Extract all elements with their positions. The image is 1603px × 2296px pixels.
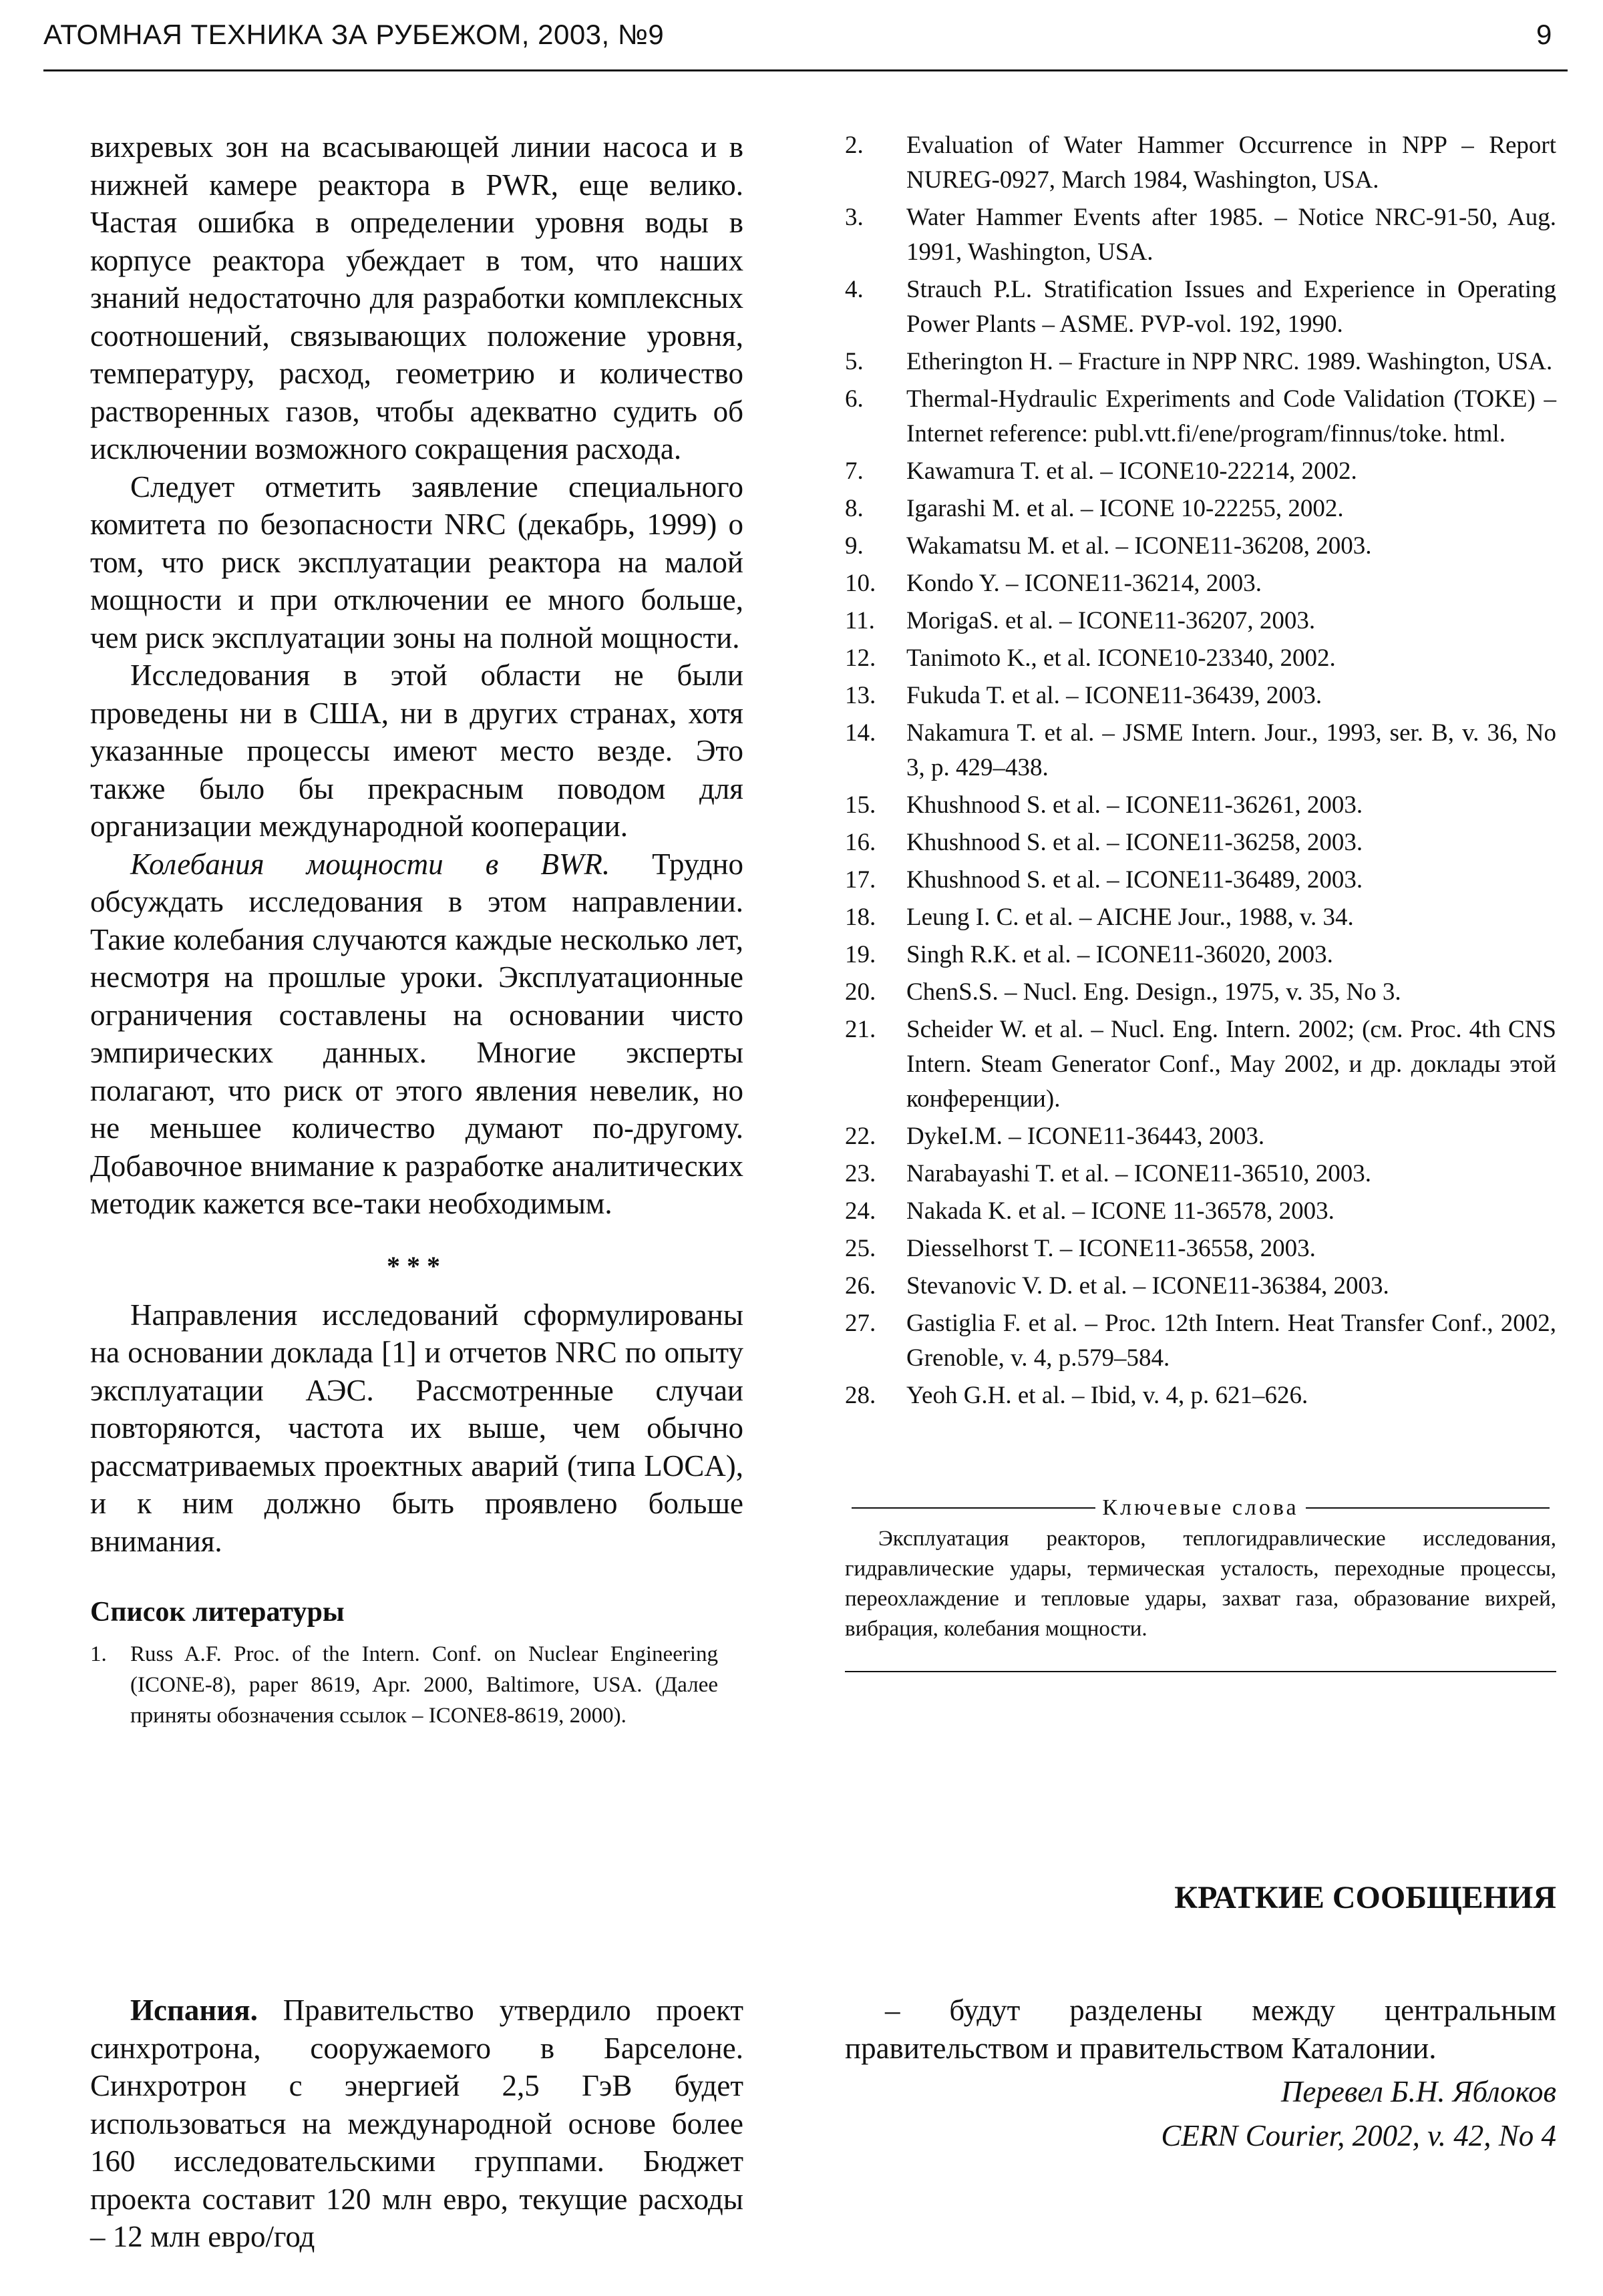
paragraph-text: Правительство утвердило проект синхротрона, сооружаемого в Барселоне. Синхротрон с энергией 2,5 ГэВ будет использоваться на международной основе более 160 исследовательскими группами. Бюджет проекта составит 120 млн евро, текущие расходы – 12 млн евро/год <box>90 1993 743 2253</box>
reference-number: 5. <box>845 348 864 375</box>
reference-text: Khushnood S. et al. – ICONE11-36261, 2003. <box>906 791 1363 819</box>
reference-text: Scheider W. et al. – Nucl. Eng. Intern. 2002; (см. Proc. 4th CNS Intern. Steam Generator Conf., May 2002, и др. доклады этой конференции). <box>906 1016 1556 1113</box>
references-title: Список литературы <box>90 1597 345 1628</box>
reference-text: Khushnood S. et al. – ICONE11-36258, 2003. <box>906 829 1363 856</box>
reference-item <box>845 1378 1556 1413</box>
reference-text: Russ A.F. Proc. of the Intern. Conf. on Nuclear Engineering (ICONE-8), paper 8619, Apr. 2000, Baltimore, USA. (Далее приняты обозначения ссылок – ICONE8-8619, 2000). <box>130 1642 718 1728</box>
brief-news-left <box>90 1991 743 2256</box>
reference-number: 25. <box>845 1235 876 1262</box>
reference-number: 7. <box>845 457 864 485</box>
reference-text: Diesselhorst T. – ICONE11-36558, 2003. <box>906 1235 1316 1262</box>
reference-text: Narabayashi T. et al. – ICONE11-36510, 2003. <box>906 1160 1371 1187</box>
reference-item <box>845 1231 1556 1266</box>
reference-text: Water Hammer Events after 1985. – Notice NRC-91-50, Aug. 1991, Washington, USA. <box>906 204 1556 266</box>
reference-item <box>845 454 1556 489</box>
reference-text: Evaluation of Water Hammer Occurrence in NPP – Report NUREG-0927, March 1984, Washington, USA. <box>906 132 1556 194</box>
keywords-title-text: Ключевые слова <box>1102 1495 1299 1520</box>
reference-item <box>845 938 1556 972</box>
reference-number: 14. <box>845 719 876 747</box>
reference-text: Khushnood S. et al. – ICONE11-36489, 2003. <box>906 866 1363 894</box>
section-lead: Колебания мощности в BWR. <box>130 847 610 881</box>
reference-item <box>845 1306 1556 1376</box>
reference-text: Fukuda T. et al. – ICONE11-36439, 2003. <box>906 682 1322 709</box>
reference-text: Nakamura T. et al. – JSME Intern. Jour., 1993, ser. B, v. 36, No 3, p. 429–438. <box>906 719 1556 781</box>
reference-text: Tanimoto K., et al. ICONE10-23340, 2002. <box>906 644 1336 672</box>
reference-item <box>845 272 1556 342</box>
reference-number: 2. <box>845 132 864 159</box>
reference-text: Stevanovic V. D. et al. – ICONE11-36384, 2003. <box>906 1272 1389 1300</box>
reference-text: MorigaS. et al. – ICONE11-36207, 2003. <box>906 607 1316 634</box>
reference-number: 22. <box>845 1123 876 1150</box>
reference-text: Singh R.K. et al. – ICONE11-36020, 2003. <box>906 941 1333 968</box>
reference-item <box>845 345 1556 379</box>
reference-number: 26. <box>845 1272 876 1300</box>
reference-text: Leung I. C. et al. – AICHE Jour., 1988, v. 34. <box>906 904 1354 931</box>
reference-number: 10. <box>845 570 876 597</box>
reference-item <box>845 975 1556 1010</box>
reference-text: Etherington H. – Fracture in NPP NRC. 1989. Washington, USA. <box>906 348 1553 375</box>
article-columns <box>90 128 1556 1878</box>
translator: Перевел Б.Н. Яблоков <box>1280 2075 1556 2108</box>
paragraph-text: Трудно обсуждать исследования в этом направлении. Такие колебания случаются каждые несколько лет, несмотря на прошлые уроки. Эксплуатационные ограничения составлены на основании чисто эмпирических данных. Многие эксперты полагают, что риск от этого явления невелик, но не меньшее количество думают по-другому. Добавочное внимание к разработке аналитических методик кажется все-таки необходимым. <box>90 847 743 1220</box>
reference-number: 28. <box>845 1382 876 1409</box>
reference-number: 12. <box>845 644 876 672</box>
reference-text: Wakamatsu M. et al. – ICONE11-36208, 2003. <box>906 532 1372 560</box>
paragraph: Исследования в этой области не были проведены ни в США, ни в других странах, хотя указанные процессы имеют место везде. Это также было бы прекрасным поводом для организации международной кооперации. <box>90 658 743 843</box>
brief-news-title: КРАТКИЕ СООБЩЕНИЯ <box>1174 1880 1556 1915</box>
country-lead: Испания. <box>130 1993 258 2027</box>
paragraph: – будут разделены между центральным правительством и правительством Каталонии. <box>845 1993 1556 2065</box>
reference-text: ChenS.S. – Nucl. Eng. Design., 1975, v. 35, No 3. <box>906 978 1401 1006</box>
reference-number: 27. <box>845 1310 876 1337</box>
paragraph: Следует отметить заявление специального комитета по безопасности NRC (декабрь, 1999) о том, что риск эксплуатации реактора на малой мощности и при отключении ее много больше, чем риск эксплуатации зоны на полной мощности. <box>90 469 743 654</box>
reference-text: Kondo Y. – ICONE11-36214, 2003. <box>906 570 1262 597</box>
paragraph <box>90 845 743 1223</box>
reference-text: Yeoh G.H. et al. – Ibid, v. 4, p. 621–626. <box>906 1382 1308 1409</box>
paragraph <box>90 1991 743 2256</box>
reference-number: 4. <box>845 276 864 303</box>
references-right <box>845 128 1556 1413</box>
reference-item <box>845 382 1556 451</box>
reference-item <box>845 679 1556 713</box>
reference-text: Nakada K. et al. – ICONE 11-36578, 2003. <box>906 1197 1334 1225</box>
brief-news-right <box>845 1991 1556 2158</box>
reference-number: 1. <box>90 1642 107 1666</box>
reference-number: 18. <box>845 904 876 931</box>
reference-item <box>845 716 1556 785</box>
reference-text: Igarashi M. et al. – ICONE 10-22255, 2002. <box>906 495 1344 522</box>
reference-item <box>845 529 1556 564</box>
reference-item <box>845 863 1556 898</box>
reference-item <box>845 788 1556 823</box>
reference-number: 17. <box>845 866 876 894</box>
reference-text: Thermal-Hydraulic Experiments and Code Validation (TOKE) – Internet reference: publ.vtt.fi/ene/program/finnus/toke. html. <box>906 385 1556 447</box>
keywords-block <box>845 1493 1556 1672</box>
section-separator: *** <box>387 1250 447 1281</box>
reference-item <box>845 641 1556 676</box>
header-rule <box>43 69 1568 71</box>
reference-number: 15. <box>845 791 876 819</box>
page-number: 9 <box>1536 19 1552 50</box>
reference-number: 8. <box>845 495 864 522</box>
reference-text: Strauch P.L. Stratification Issues and Experience in Operating Power Plants – ASME. PVP-vol. 192, 1990. <box>906 276 1556 338</box>
reference-number: 11. <box>845 607 875 634</box>
reference-text: DykeI.M. – ICONE11-36443, 2003. <box>906 1123 1265 1150</box>
reference-item <box>845 200 1556 270</box>
reference-item <box>845 1269 1556 1304</box>
keywords-rule <box>845 1671 1556 1672</box>
reference-item <box>845 128 1556 198</box>
source: CERN Courier, 2002, v. 42, No 4 <box>1161 2119 1556 2152</box>
keywords-text: Эксплуатация реакторов, теплогидравлические исследования, гидравлические удары, термическая усталость, переходные процессы, переохлаждение и тепловые удары, захват газа, образование вихрей, вибрация, колебания мощности. <box>845 1527 1556 1641</box>
reference-text: Kawamura T. et al. – ICONE10-22214, 2002. <box>906 457 1357 485</box>
conclusion-text <box>90 1296 743 1561</box>
reference-item <box>845 492 1556 526</box>
paragraph: вихревых зон на всасывающей линии насоса и в нижней камере реактора в PWR, еще велико. Частая ошибка в определении уровня воды в корпусе реактора убеждает в том, что наших знаний недостаточно для разработки комплексных соотношений, связывающих положение уровня, температуру, расход, геометрию и количество растворенных газов, чтобы адекватно судить об исключении возможного сокращения расхода. <box>90 130 743 465</box>
reference-number: 23. <box>845 1160 876 1187</box>
right-column <box>845 128 1556 1672</box>
reference-item <box>845 604 1556 638</box>
reference-number: 24. <box>845 1197 876 1225</box>
reference-item <box>90 1639 718 1731</box>
reference-text: Gastiglia F. et al. – Proc. 12th Intern. Heat Transfer Conf., 2002, Grenoble, v. 4, p.579–584. <box>906 1310 1556 1372</box>
keywords-title <box>845 1493 1556 1523</box>
reference-number: 19. <box>845 941 876 968</box>
reference-number: 16. <box>845 829 876 856</box>
reference-item <box>845 566 1556 601</box>
left-column <box>90 128 743 1734</box>
reference-number: 3. <box>845 204 864 231</box>
reference-item <box>845 1194 1556 1229</box>
references-left <box>90 1639 718 1731</box>
reference-item <box>845 825 1556 860</box>
page-body <box>90 128 1556 2256</box>
left-column-text <box>90 128 743 1223</box>
reference-number: 13. <box>845 682 876 709</box>
reference-number: 21. <box>845 1016 876 1043</box>
reference-number: 9. <box>845 532 864 560</box>
brief-news-columns <box>90 1991 1556 2256</box>
journal-header: АТОМНАЯ ТЕХНИКА ЗА РУБЕЖОМ, 2003, №9 <box>43 19 665 50</box>
reference-item <box>845 1157 1556 1191</box>
reference-item <box>845 1012 1556 1117</box>
reference-number: 20. <box>845 978 876 1006</box>
paragraph: Направления исследований сформулированы на основании доклада [1] и отчетов NRC по опыту эксплуатации АЭС. Рассмотренные случаи повторяются, частота их выше, чем обычно рассматриваемых проектных аварий (типа LOCA), и к ним должно быть проявлено больше внимания. <box>90 1298 743 1558</box>
reference-item <box>845 1119 1556 1154</box>
reference-item <box>845 900 1556 935</box>
reference-number: 6. <box>845 385 864 413</box>
